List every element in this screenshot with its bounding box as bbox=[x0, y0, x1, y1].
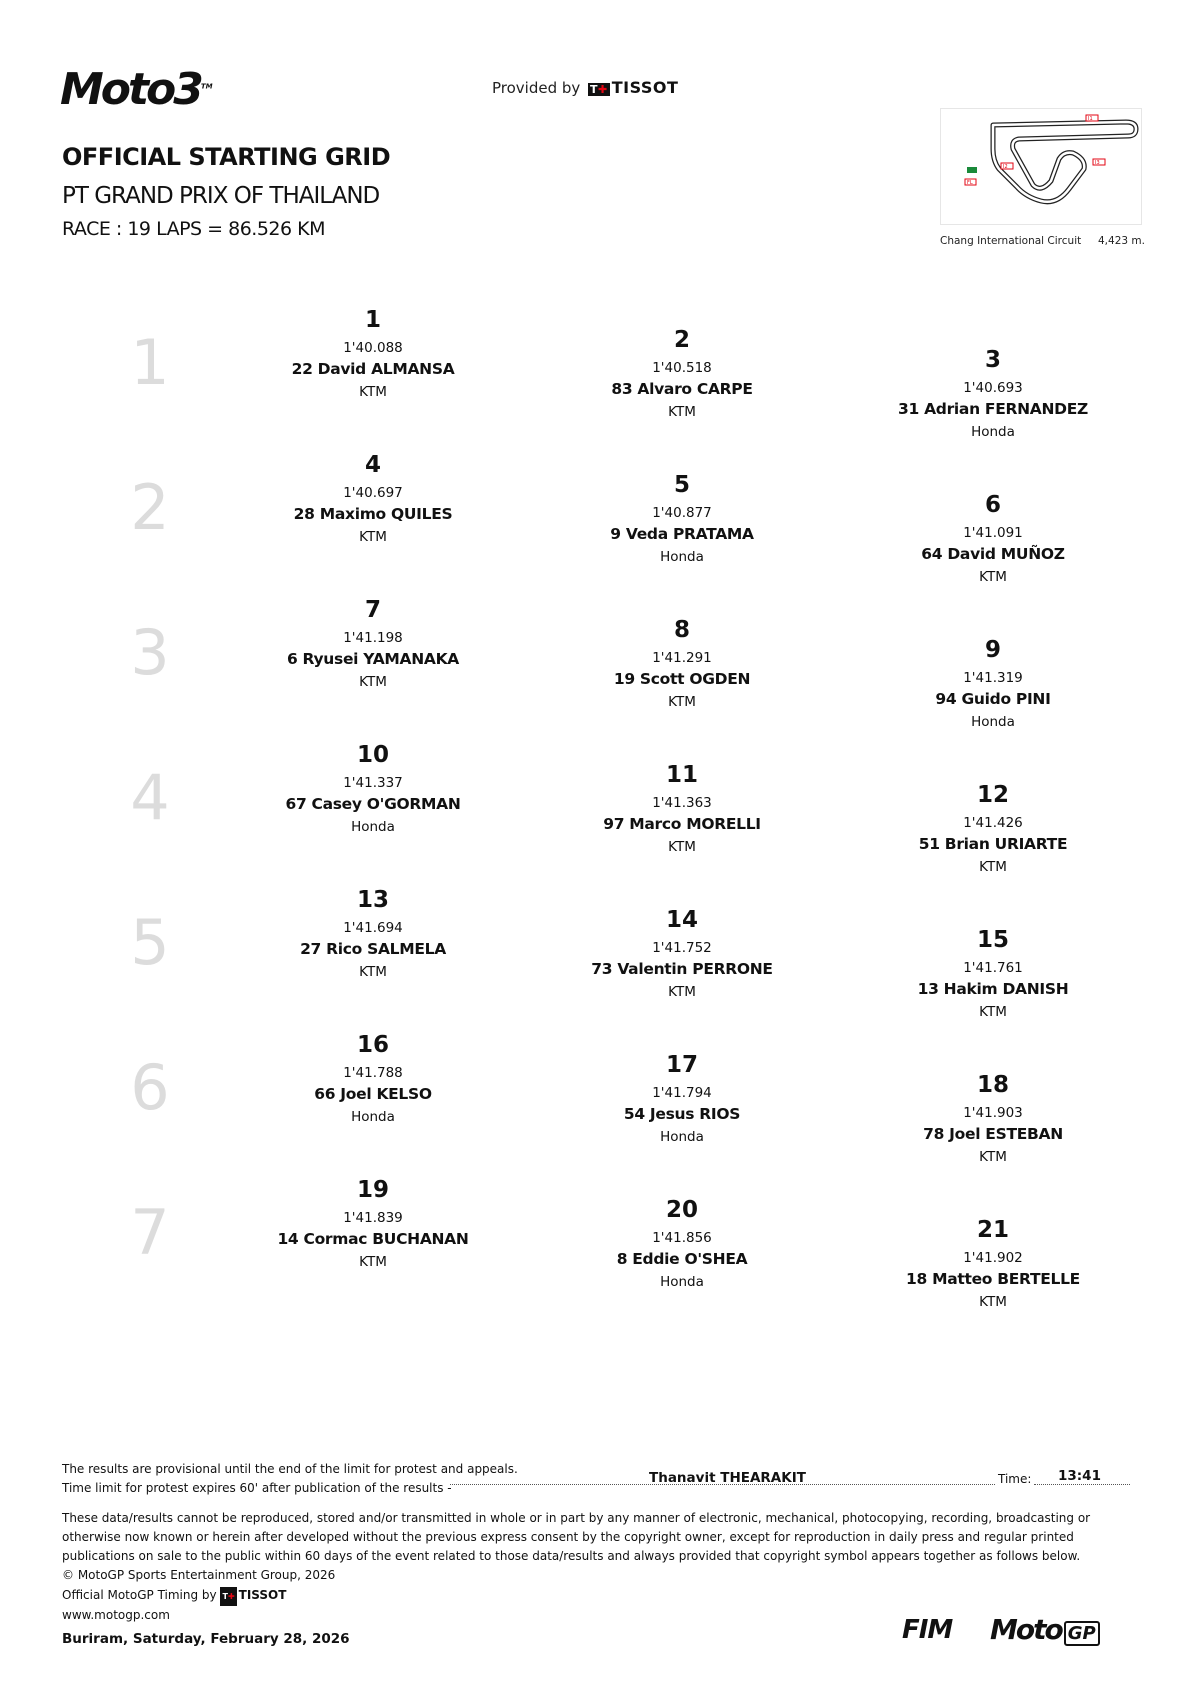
grid-slot bbox=[253, 886, 493, 983]
grid-row-number: 1 bbox=[130, 326, 170, 399]
rider-name: 66 Joel KELSO bbox=[314, 1085, 432, 1103]
grid-row-number: 2 bbox=[130, 471, 170, 544]
rider-name: 94 Guido PINI bbox=[935, 690, 1051, 708]
team-name: KTM bbox=[668, 984, 696, 1000]
grid-slot bbox=[873, 1071, 1113, 1168]
protest-limit-note: Time limit for protest expires 60' after publication of the results - bbox=[62, 1481, 452, 1495]
team-name: KTM bbox=[979, 1294, 1007, 1310]
grid-slot bbox=[253, 1176, 493, 1273]
grid-position: 15 bbox=[976, 927, 1009, 953]
grid-slot bbox=[562, 326, 802, 423]
rider-name: 8 Eddie O'SHEA bbox=[616, 1250, 748, 1268]
grid-slot bbox=[562, 1196, 802, 1293]
grid-slot bbox=[253, 451, 493, 548]
team-name: Honda bbox=[660, 1129, 704, 1145]
qualifying-time: 1'40.518 bbox=[652, 360, 712, 376]
fim-logo: FIM bbox=[902, 1615, 953, 1645]
tissot-mark-icon: T✚ bbox=[590, 83, 608, 96]
rider-name: 22 David ALMANSA bbox=[291, 360, 455, 378]
qualifying-time: 1'40.088 bbox=[343, 340, 403, 356]
qualifying-time: 1'41.794 bbox=[652, 1085, 712, 1101]
grid-position: 13 bbox=[356, 887, 389, 913]
timing-credit: Official MotoGP Timing by T✚ TISSOT bbox=[62, 1586, 286, 1606]
time-value: 13:41 bbox=[1058, 1468, 1101, 1484]
grid-position: 21 bbox=[976, 1217, 1009, 1243]
qualifying-time: 1'41.752 bbox=[652, 940, 712, 956]
team-name: KTM bbox=[979, 1004, 1007, 1020]
qualifying-time: 1'41.291 bbox=[652, 650, 712, 666]
qualifying-time: 1'41.694 bbox=[343, 920, 403, 936]
team-name: Honda bbox=[971, 714, 1015, 730]
qualifying-time: 1'41.426 bbox=[963, 815, 1023, 831]
qualifying-time: 1'41.319 bbox=[963, 670, 1023, 686]
tissot-logo: T✚ TISSOT bbox=[590, 78, 679, 97]
grid-slot bbox=[562, 471, 802, 568]
team-name: KTM bbox=[359, 384, 387, 400]
team-name: KTM bbox=[668, 839, 696, 855]
grid-slot bbox=[253, 306, 493, 403]
moto3-logo: Moto3™ bbox=[60, 64, 213, 115]
team-name: KTM bbox=[668, 694, 696, 710]
mark-i3: I3 bbox=[1095, 160, 1100, 166]
qualifying-time: 1'41.091 bbox=[963, 525, 1023, 541]
motogp-logo: Moto GP bbox=[990, 1613, 1100, 1646]
grid-position: 5 bbox=[673, 472, 690, 498]
grid-position: 9 bbox=[984, 637, 1001, 663]
rider-name: 78 Joel ESTEBAN bbox=[923, 1125, 1063, 1143]
team-name: KTM bbox=[359, 674, 387, 690]
rider-name: 64 David MUÑOZ bbox=[921, 545, 1065, 563]
team-name: KTM bbox=[979, 859, 1007, 875]
event-name: PT GRAND PRIX OF THAILAND bbox=[62, 183, 380, 209]
rider-name: 27 Rico SALMELA bbox=[300, 940, 446, 958]
grid-position: 16 bbox=[356, 1032, 389, 1058]
grid-row-number: 6 bbox=[130, 1051, 170, 1124]
grid-position: 19 bbox=[356, 1177, 389, 1203]
grid-position: 7 bbox=[364, 597, 381, 623]
grid-position: 8 bbox=[673, 617, 690, 643]
grid-slot bbox=[253, 741, 493, 838]
grid-position: 11 bbox=[665, 762, 698, 788]
team-name: Honda bbox=[351, 819, 395, 835]
team-name: KTM bbox=[359, 529, 387, 545]
grid-slot bbox=[253, 1031, 493, 1128]
website-link[interactable]: www.motogp.com bbox=[62, 1608, 170, 1622]
grid-slot bbox=[873, 636, 1113, 733]
rider-name: 51 Brian URIARTE bbox=[918, 835, 1068, 853]
qualifying-time: 1'41.902 bbox=[963, 1250, 1023, 1266]
grid-slot bbox=[562, 761, 802, 858]
copyright-notice: These data/results cannot be reproduced, stored and/or transmitted in whole or in part by any manner of electronic, mechanical, photocopying, recording, broadcasting or otherwise now known or herein after developed without the previous express consent by the copyright owner, except for reproduction in daily press and regular printed publications on sale to the public within 60 days of the event related to those data/results and always provided that copyright symbol appears together as follows below. bbox=[62, 1511, 1091, 1563]
grid-position: 2 bbox=[673, 327, 690, 353]
grid-slot bbox=[562, 1051, 802, 1148]
mark-i1: I1 bbox=[1088, 116, 1093, 122]
qualifying-time: 1'41.788 bbox=[343, 1065, 403, 1081]
time-label: Time: bbox=[998, 1472, 1032, 1486]
qualifying-time: 1'40.693 bbox=[963, 380, 1023, 396]
grid-position: 1 bbox=[364, 307, 381, 333]
grid-slot bbox=[562, 616, 802, 713]
rider-name: 18 Matteo BERTELLE bbox=[906, 1270, 1080, 1288]
team-name: Honda bbox=[660, 1274, 704, 1290]
team-name: Honda bbox=[660, 549, 704, 565]
circuit-length: 4,423 m. bbox=[1098, 235, 1145, 247]
mark-fl: FL bbox=[967, 180, 973, 186]
qualifying-time: 1'41.337 bbox=[343, 775, 403, 791]
grid-position: 12 bbox=[976, 782, 1009, 808]
grid-row-number: 3 bbox=[130, 616, 170, 689]
team-name: KTM bbox=[359, 964, 387, 980]
grid-position: 17 bbox=[665, 1052, 698, 1078]
rider-name: 13 Hakim DANISH bbox=[917, 980, 1069, 998]
rider-name: 67 Casey O'GORMAN bbox=[285, 795, 461, 813]
rider-name: 19 Scott OGDEN bbox=[613, 670, 751, 688]
circuit-map bbox=[940, 108, 1142, 225]
team-name: KTM bbox=[668, 404, 696, 420]
grid-position: 14 bbox=[665, 907, 698, 933]
steward-name: Thanavit THEARAKIT bbox=[649, 1470, 806, 1486]
grid-row-number: 7 bbox=[130, 1196, 170, 1269]
provided-by-label: Provided by bbox=[492, 79, 581, 97]
rider-name: 9 Veda PRATAMA bbox=[610, 525, 754, 543]
grid-position: 18 bbox=[976, 1072, 1009, 1098]
grid-slot bbox=[873, 1216, 1113, 1313]
rider-name: 73 Valentin PERRONE bbox=[591, 960, 773, 978]
place-date: Buriram, Saturday, February 28, 2026 bbox=[62, 1631, 350, 1647]
grid-row-number: 5 bbox=[130, 906, 170, 979]
race-info: RACE : 19 LAPS = 86.526 KM bbox=[62, 218, 325, 240]
qualifying-time: 1'40.877 bbox=[652, 505, 712, 521]
grid-position: 20 bbox=[665, 1197, 698, 1223]
tissot-footer-logo: T✚ TISSOT bbox=[220, 1588, 286, 1602]
grid-position: 6 bbox=[984, 492, 1001, 518]
tissot-mark-icon: T✚ bbox=[220, 1587, 236, 1606]
qualifying-time: 1'41.903 bbox=[963, 1105, 1023, 1121]
rider-name: 28 Maximo QUILES bbox=[293, 505, 453, 523]
grid-position: 3 bbox=[984, 347, 1001, 373]
team-name: Honda bbox=[971, 424, 1015, 440]
team-name: KTM bbox=[979, 569, 1007, 585]
grid-slot bbox=[562, 906, 802, 1003]
rider-name: 6 Ryusei YAMANAKA bbox=[286, 650, 460, 668]
qualifying-time: 1'41.856 bbox=[652, 1230, 712, 1246]
provisional-note: The results are provisional until the end of the limit for protest and appeals. bbox=[62, 1462, 518, 1476]
rider-name: 14 Cormac BUCHANAN bbox=[277, 1230, 469, 1248]
qualifying-time: 1'41.839 bbox=[343, 1210, 403, 1226]
grid-slot bbox=[873, 781, 1113, 878]
grid-position: 10 bbox=[356, 742, 389, 768]
page-title: OFFICIAL STARTING GRID bbox=[62, 143, 391, 171]
team-name: KTM bbox=[979, 1149, 1007, 1165]
circuit-track-icon bbox=[941, 109, 1141, 224]
rider-name: 54 Jesus RIOS bbox=[623, 1105, 741, 1123]
qualifying-time: 1'41.363 bbox=[652, 795, 712, 811]
copyright-line: © MotoGP Sports Entertainment Group, 2026 bbox=[62, 1568, 336, 1582]
rider-name: 31 Adrian FERNANDEZ bbox=[898, 400, 1088, 418]
qualifying-time: 1'40.697 bbox=[343, 485, 403, 501]
grid-row-number: 4 bbox=[130, 761, 170, 834]
rider-name: 83 Alvaro CARPE bbox=[611, 380, 753, 398]
team-name: Honda bbox=[351, 1109, 395, 1125]
mark-i2: I2 bbox=[1003, 164, 1008, 170]
qualifying-time: 1'41.198 bbox=[343, 630, 403, 646]
grid-slot bbox=[253, 596, 493, 693]
grid-position: 4 bbox=[364, 452, 381, 478]
rider-name: 97 Marco MORELLI bbox=[603, 815, 761, 833]
grid-slot bbox=[873, 346, 1113, 443]
grid-slot bbox=[873, 926, 1113, 1023]
qualifying-time: 1'41.761 bbox=[963, 960, 1023, 976]
team-name: KTM bbox=[359, 1254, 387, 1270]
grid-slot bbox=[873, 491, 1113, 588]
circuit-name: Chang International Circuit bbox=[940, 235, 1082, 247]
